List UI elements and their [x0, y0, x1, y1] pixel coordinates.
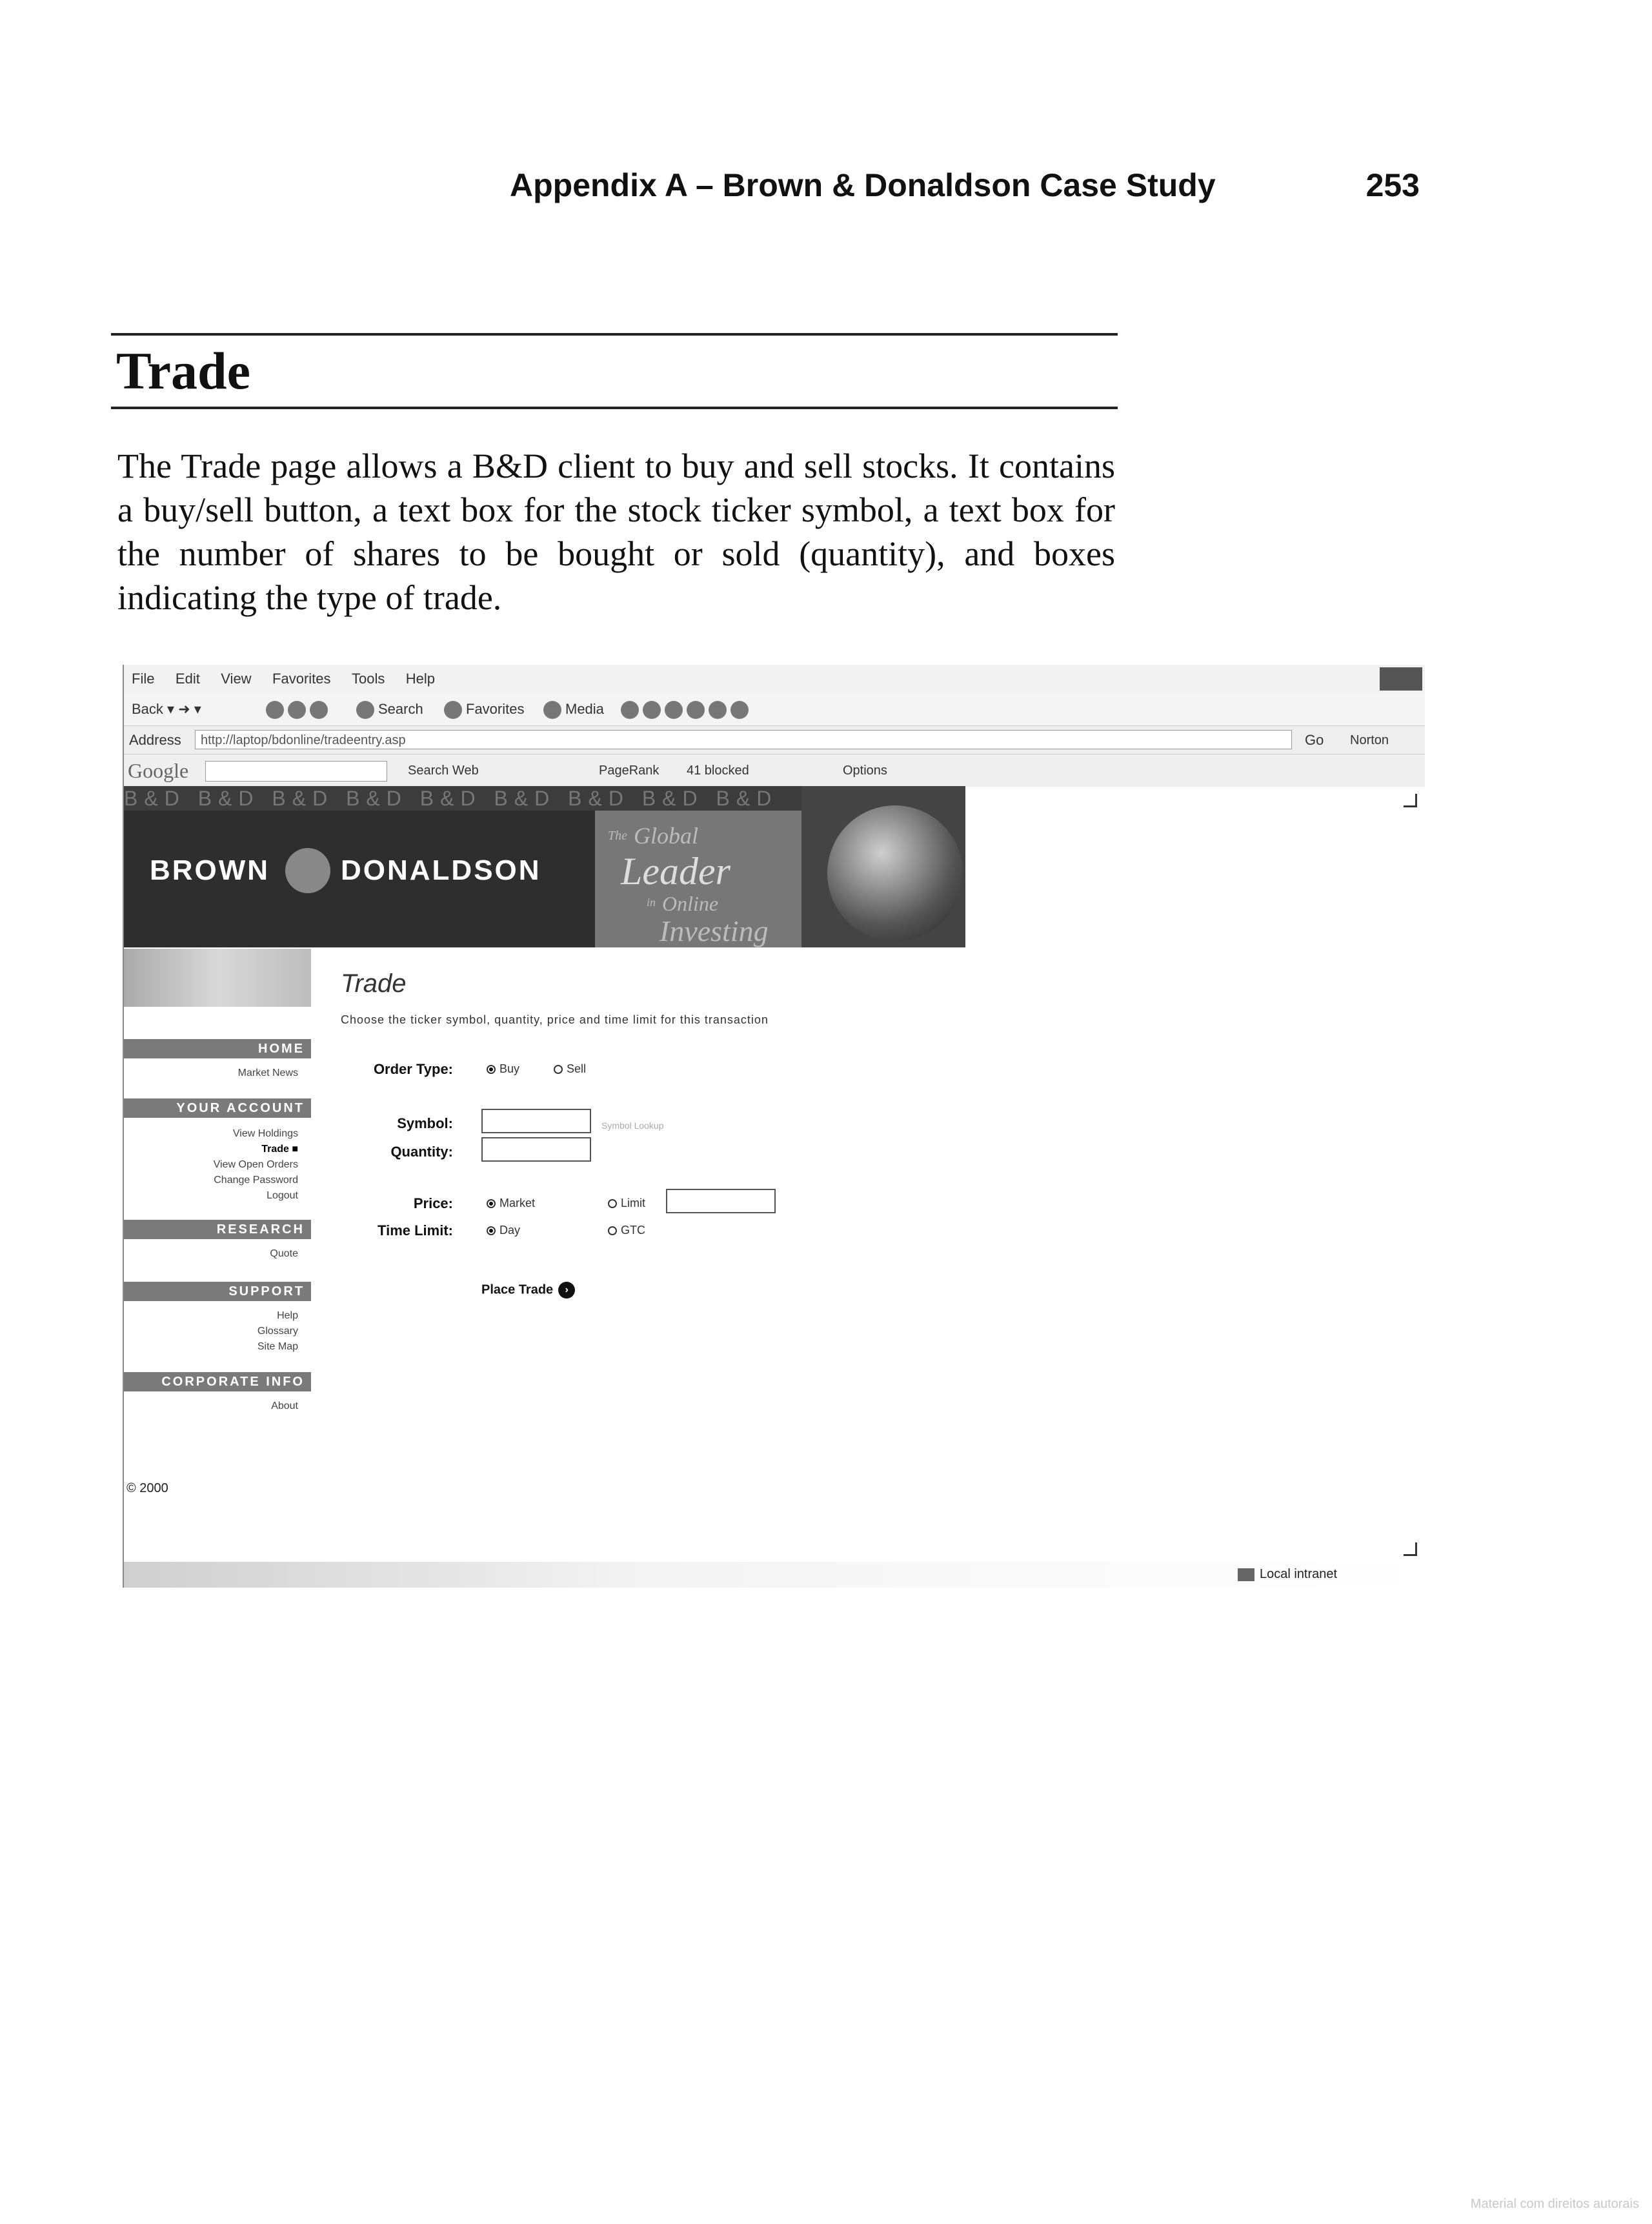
nav-site-map[interactable]: Site Map	[257, 1341, 298, 1352]
globe-image	[801, 786, 965, 947]
address-bar	[124, 725, 1425, 754]
stop-refresh-home-icons[interactable]	[266, 693, 332, 725]
browser-menubar	[124, 665, 1425, 693]
menu-file[interactable]: File	[132, 671, 155, 687]
running-head	[510, 167, 1426, 212]
globe-icon	[827, 805, 963, 941]
symbol-input[interactable]	[481, 1109, 591, 1133]
google-search-web-button[interactable]: Search Web	[408, 763, 479, 778]
price-label: Price:	[413, 1195, 453, 1211]
trade-page-screenshot	[123, 665, 1425, 1588]
menu-tools[interactable]: Tools	[351, 671, 385, 687]
trade-heading: Trade	[341, 969, 407, 998]
order-type-label: Order Type:	[373, 1061, 453, 1077]
limit-price-input[interactable]	[666, 1189, 776, 1213]
nav-quote[interactable]: Quote	[270, 1248, 298, 1259]
arrow-right-icon: ›	[558, 1282, 575, 1299]
logo-brown: BROWN	[150, 854, 270, 886]
nav-market-news[interactable]: Market News	[237, 1067, 298, 1078]
nav-your-account[interactable]: YOUR ACCOUNT	[124, 1098, 311, 1118]
watermark: Material com direitos autorais	[1470, 2197, 1639, 2211]
site-banner	[124, 786, 965, 947]
back-button[interactable]: Back ▾ ➜ ▾	[132, 701, 201, 717]
favorites-icon	[444, 701, 462, 719]
norton-antivirus-button[interactable]: Norton	[1350, 733, 1389, 747]
nav-help[interactable]: Help	[277, 1310, 298, 1321]
nav-view-open-orders[interactable]: View Open Orders	[213, 1159, 298, 1170]
symbol-lookup-link[interactable]: Symbol Lookup	[601, 1120, 664, 1131]
nav-research[interactable]: RESEARCH	[124, 1220, 311, 1239]
market-radio[interactable]: Market	[487, 1197, 535, 1210]
browser-toolbar	[124, 693, 1425, 725]
limit-radio[interactable]: Limit	[608, 1197, 645, 1210]
quantity-label: Quantity:	[390, 1144, 453, 1160]
media-button[interactable]: Media	[543, 693, 604, 725]
status-zone: Local intranet	[1238, 1567, 1337, 1582]
section-rule-top	[111, 333, 1118, 336]
page-number: 253	[1365, 167, 1420, 203]
symbol-label: Symbol:	[397, 1115, 453, 1131]
nav-decorative-image	[124, 949, 311, 1007]
media-icon	[543, 701, 561, 719]
copyright: © 2000	[126, 1481, 168, 1495]
nav-about[interactable]: About	[271, 1400, 298, 1411]
menu-favorites[interactable]: Favorites	[272, 671, 331, 687]
nav-logout[interactable]: Logout	[267, 1190, 298, 1201]
nav-trade[interactable]: Trade ■	[261, 1144, 298, 1155]
nav-home[interactable]: HOME	[124, 1039, 311, 1058]
day-radio[interactable]: Day	[487, 1224, 520, 1237]
trade-description: Choose the ticker symbol, quantity, price and time limit for this transaction	[341, 1013, 769, 1026]
bd-pattern-strip: B&D B&D B&D B&D B&D B&D B&D B&D B&D	[124, 786, 801, 811]
ampersand-logo-icon	[285, 848, 330, 893]
tagline-leader: Leader	[621, 850, 730, 893]
section-rule-bottom	[111, 407, 1118, 409]
menu-view[interactable]: View	[221, 671, 252, 687]
scrollbar-top-icon[interactable]	[1404, 794, 1417, 807]
popup-blocked-button[interactable]: 41 blocked	[687, 763, 749, 778]
radio-selected-icon	[487, 1199, 496, 1208]
history-mail-print-icons[interactable]	[621, 693, 752, 725]
nav-view-holdings[interactable]: View Holdings	[232, 1128, 298, 1139]
radio-selected-icon	[487, 1065, 496, 1074]
sell-radio[interactable]: Sell	[554, 1062, 586, 1076]
radio-selected-icon	[487, 1226, 496, 1235]
tagline-box: The Global Leader in Online Investing	[595, 811, 801, 947]
place-trade-button[interactable]: Place Trade ›	[481, 1282, 575, 1299]
intranet-icon	[1238, 1568, 1254, 1581]
nav-change-password[interactable]: Change Password	[214, 1175, 298, 1186]
radio-empty-icon	[608, 1199, 617, 1208]
google-toolbar	[124, 754, 1425, 787]
buy-radio[interactable]: Buy	[487, 1062, 519, 1076]
menu-help[interactable]: Help	[405, 671, 436, 687]
body-paragraph: The Trade page allows a B&D client to buy and sell stocks. It contains a buy/sell button, a text box for the stock ticker symbol, a text box for the number of shares to be bought or sold (quantity), and boxes indicating the type of trade.	[117, 447, 1115, 617]
section-title: Trade	[116, 341, 251, 400]
favorites-button[interactable]: Favorites	[444, 693, 524, 725]
address-input[interactable]: http://laptop/bdonline/tradeentry.asp	[195, 730, 1292, 749]
nav-corporate-info[interactable]: CORPORATE INFO	[124, 1372, 311, 1391]
go-button[interactable]: Go	[1305, 732, 1324, 748]
nav-glossary[interactable]: Glossary	[257, 1326, 298, 1337]
search-icon	[356, 701, 374, 719]
running-head-title: Appendix A – Brown & Donaldson Case Study	[510, 167, 1216, 203]
pagerank-indicator: PageRank	[599, 763, 660, 778]
time-limit-label: Time Limit:	[378, 1222, 453, 1238]
logo-donaldson: DONALDSON	[341, 854, 541, 886]
radio-empty-icon	[554, 1065, 563, 1074]
scrollbar-bottom-icon[interactable]	[1404, 1542, 1417, 1556]
radio-empty-icon	[608, 1226, 617, 1235]
windows-logo-icon	[1380, 667, 1422, 691]
menu-edit[interactable]: Edit	[175, 671, 200, 687]
google-logo: Google	[128, 759, 189, 782]
google-search-input[interactable]	[205, 761, 387, 782]
address-label: Address	[129, 732, 181, 748]
quantity-input[interactable]	[481, 1137, 591, 1162]
nav-support[interactable]: SUPPORT	[124, 1282, 311, 1301]
google-options-button[interactable]: Options	[843, 763, 887, 778]
browser-status-bar	[124, 1562, 1425, 1588]
gtc-radio[interactable]: GTC	[608, 1224, 645, 1237]
search-button[interactable]: Search	[356, 693, 423, 725]
